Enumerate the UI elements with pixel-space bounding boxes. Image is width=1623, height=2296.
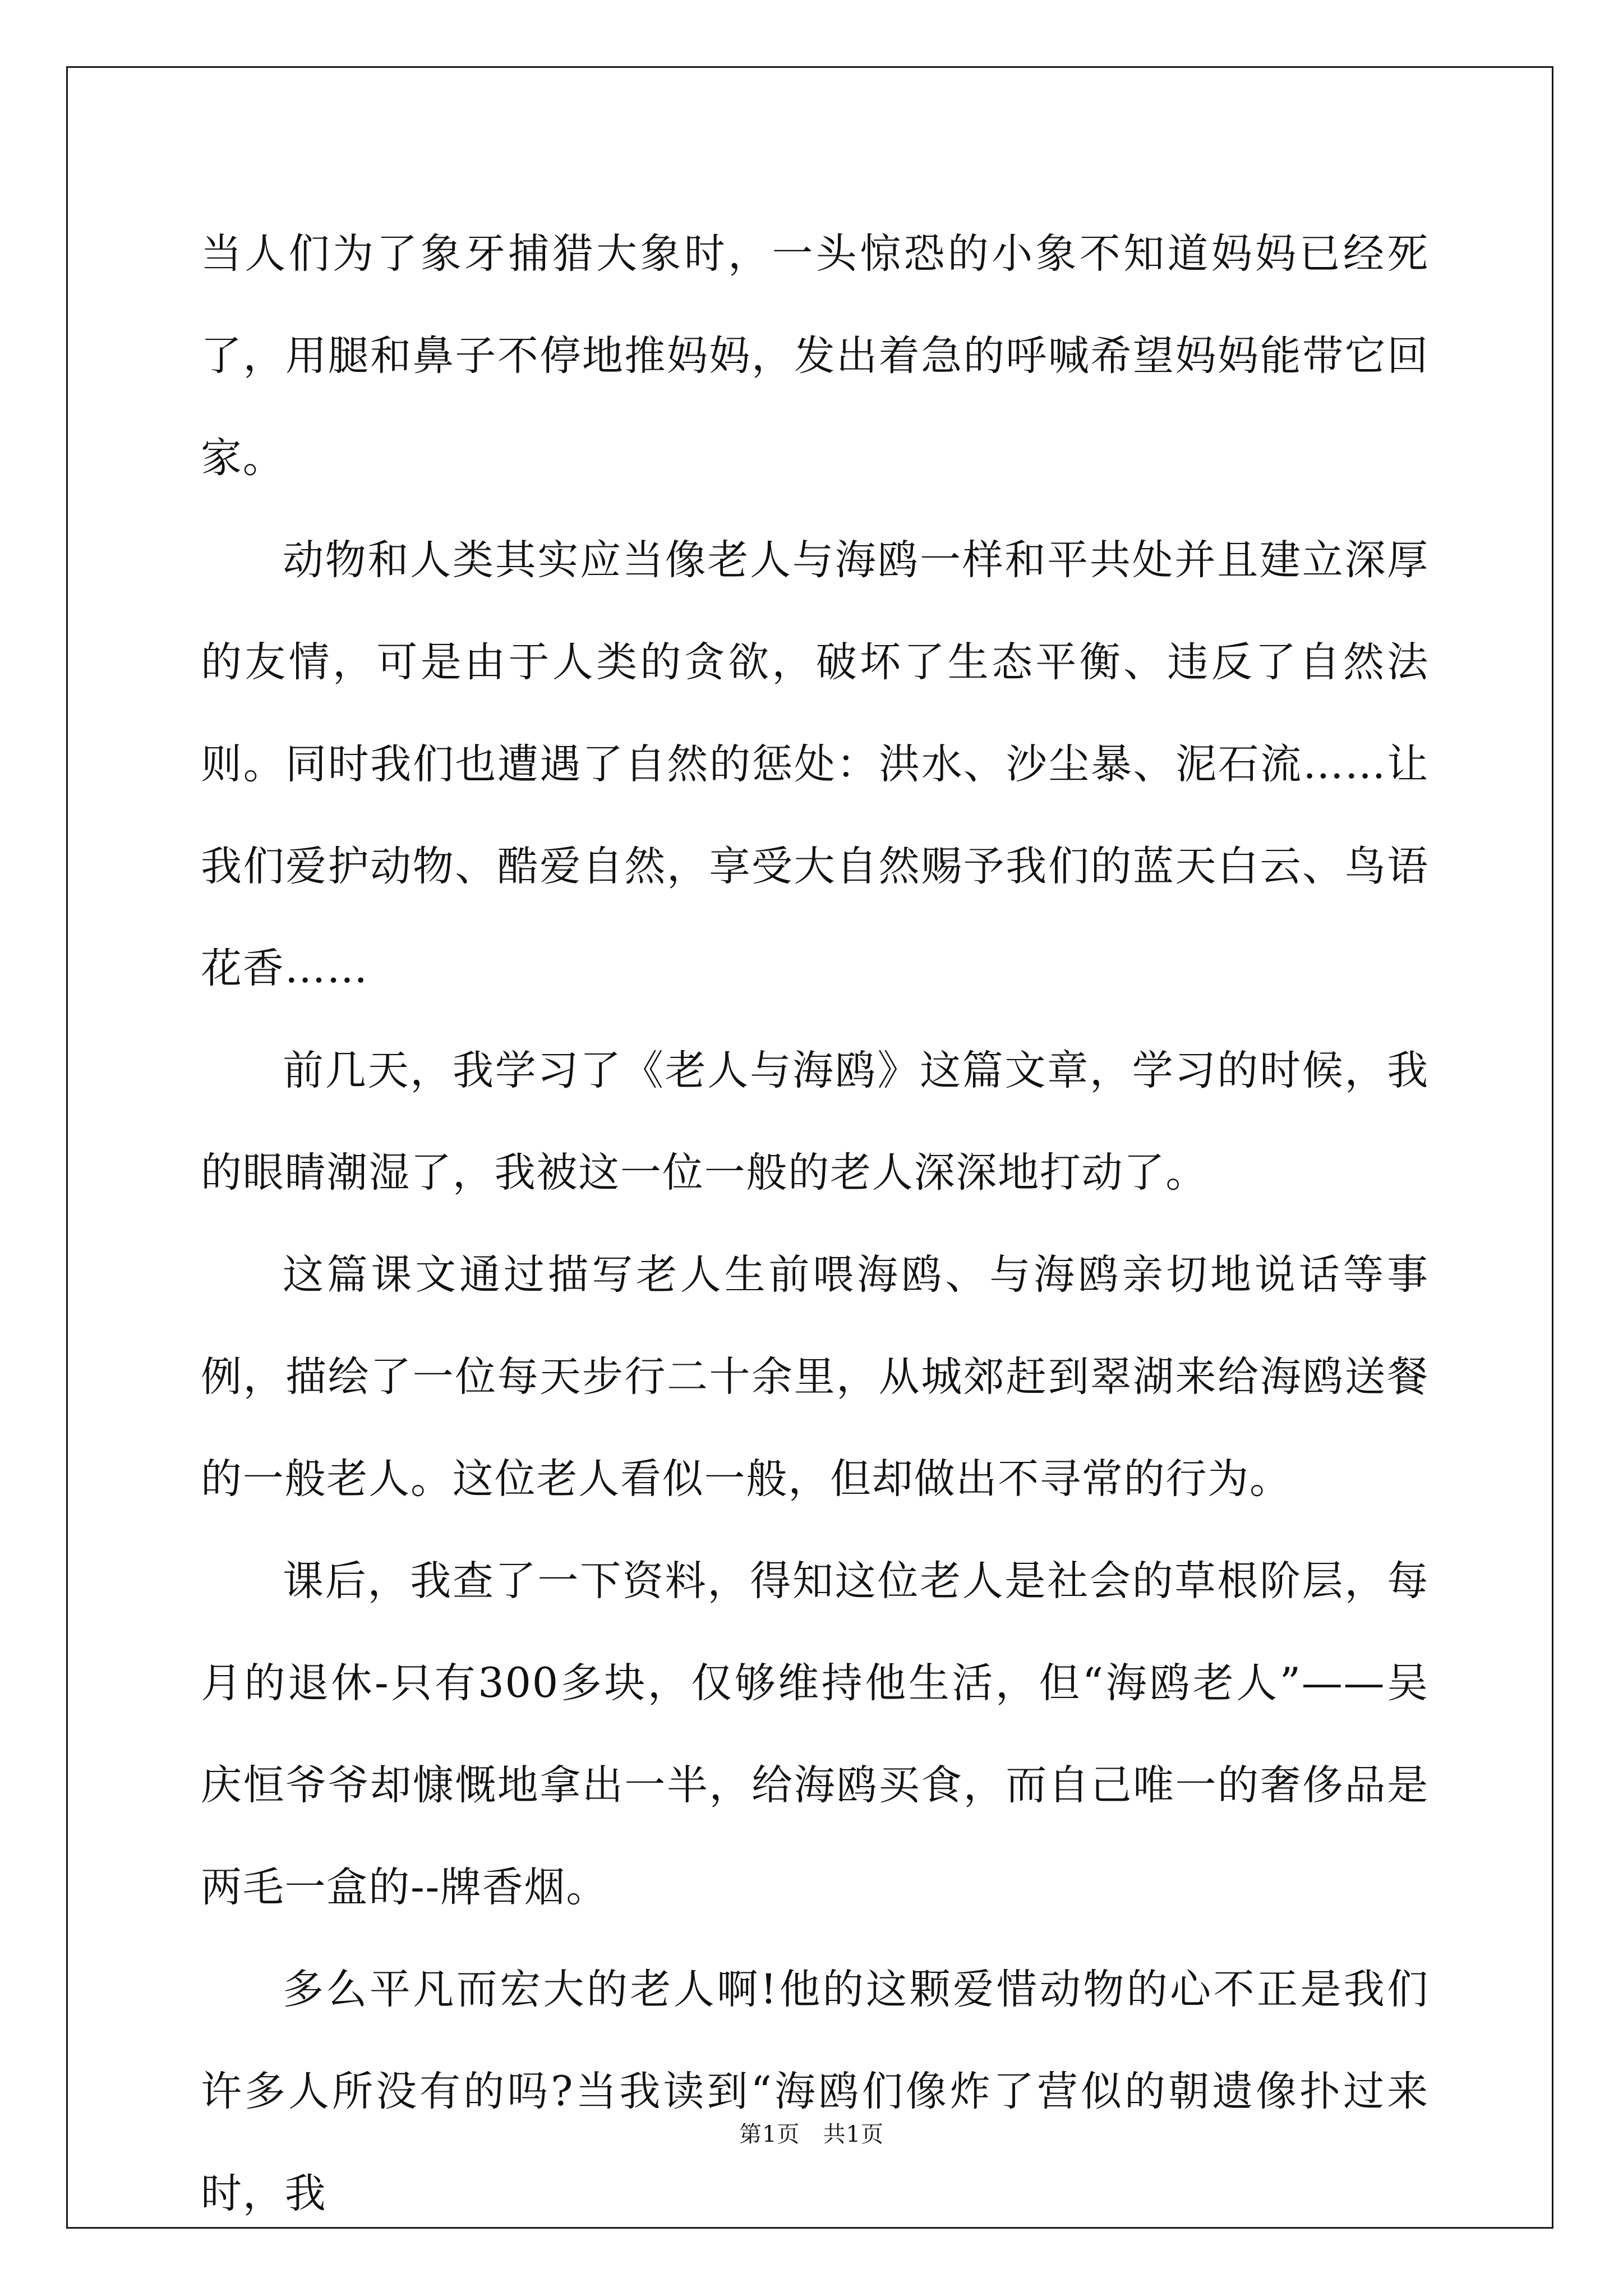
paragraph-1: 当人们为了象牙捕猎大象时，一头惊恐的小象不知道妈妈已经死了，用腿和鼻子不停地推妈妈，发出着急的呼喊希望妈妈能带它回家。 (201, 230, 1429, 482)
page-footer (0, 2116, 1623, 2148)
paragraph-6: 多么平凡而宏大的老人啊!他的这颗爱惜动物的心不正是我们许多人所没有的吗?当我读到“海鸥们像炸了营似的朝遗像扑过来时，我 (201, 1966, 1429, 2217)
document-body (201, 203, 1429, 2245)
paragraph-3: 前几天，我学习了《老人与海鸥》这篇文章，学习的时候，我的眼睛潮湿了，我被这一位一般的老人深深地打动了。 (201, 1047, 1429, 1197)
page-total: 共1页 (823, 2122, 884, 2147)
paragraph-4: 这篇课文通过描写老人生前喂海鸥、与海鸥亲切地说话等事例，描绘了一位每天步行二十余里，从城郊赶到翠湖来给海鸥送餐的一般老人。这位老人看似一般，但却做出不寻常的行为。 (201, 1251, 1429, 1503)
paragraph-5: 课后，我查了一下资料，得知这位老人是社会的草根阶层，每月的退休-只有300多块，仅够维持他生活，但“海鸥老人”——吴庆恒爷爷却慷慨地拿出一半，给海鸥买食，而自己唯一的奢侈品是两毛一盒的--牌香烟。 (201, 1557, 1429, 1911)
paragraph-2: 动物和人类其实应当像老人与海鸥一样和平共处并且建立深厚的友情，可是由于人类的贪欲，破坏了生态平衡、违反了自然法则。同时我们也遭遇了自然的惩处：洪水、沙尘暴、泥石流……让我们爱护动物、酷爱自然，享受大自然赐予我们的蓝天白云、鸟语花香…… (201, 536, 1429, 992)
page-number: 第1页 (739, 2122, 800, 2147)
